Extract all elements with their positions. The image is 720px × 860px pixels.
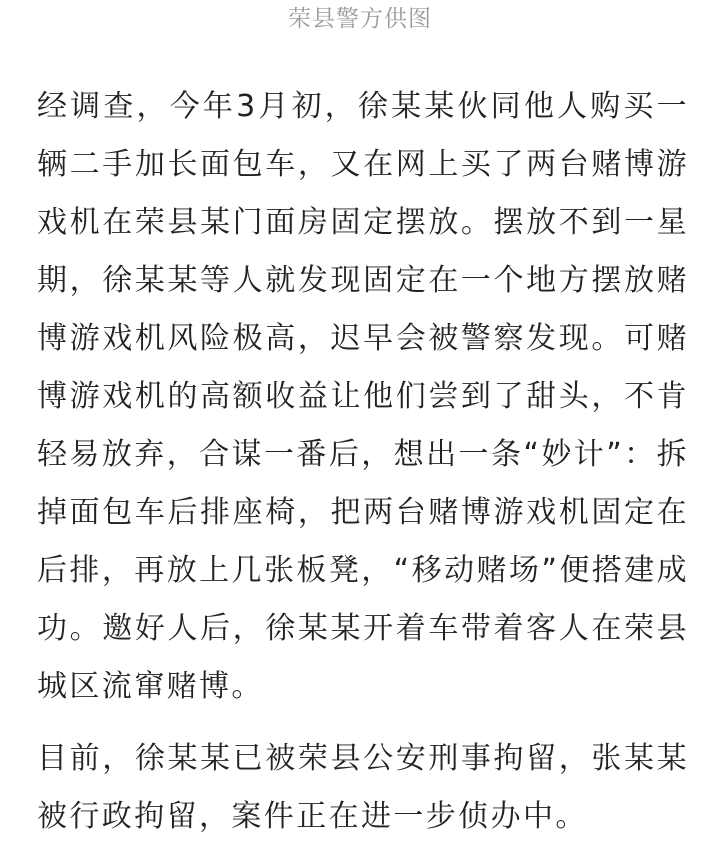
paragraph-investigation: 经调查，今年3月初，徐某某伙同他人购买一辆二手加长面包车，又在网上买了两台赌博游戏机在荣县某门面房固定摆放。摆放不到一星期，徐某某等人就发现固定在一个地方摆放赌博游戏机风险极高，迟早会被警察发现。可赌博游戏机的高额收益让他们尝到了甜头，不肯轻易放弃，合谋一番后，想出一条“妙计”：拆掉面包车后排座椅，把两台赌博游戏机固定在后排，再放上几张板凳，“移动赌场”便搭建成功。邀好人后，徐某某开着车带着客人在荣县城区流窜赌博。 — [37, 89, 689, 704]
paragraph-status: 目前，徐某某已被荣县公安刑事拘留，张某某被行政拘留，案件正在进一步侦办中。 — [37, 741, 689, 834]
image-caption: 荣县警方供图 — [288, 6, 432, 32]
article-body — [37, 78, 689, 860]
